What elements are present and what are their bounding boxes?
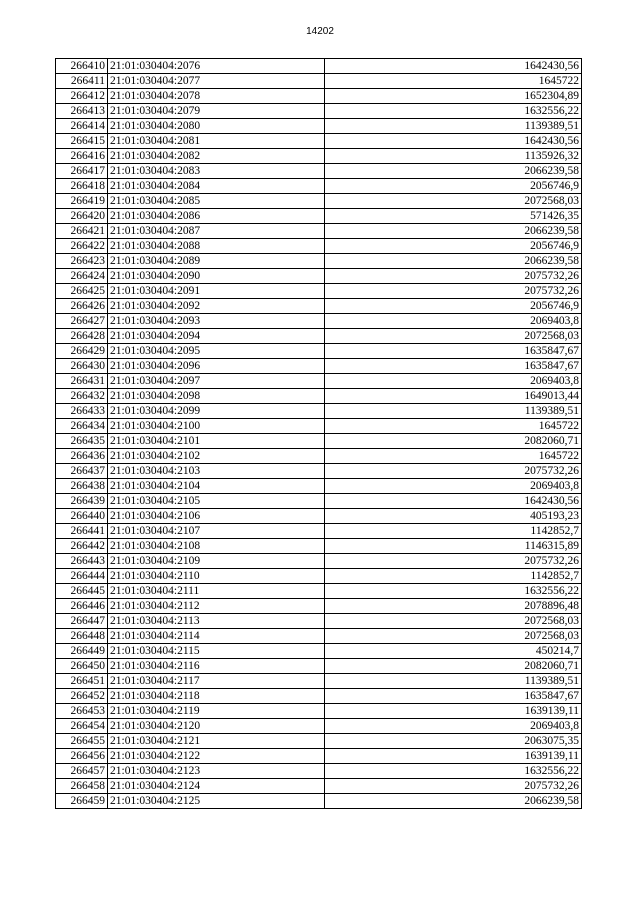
table-row (56, 74, 582, 89)
table-row (56, 434, 582, 449)
table-row (56, 494, 582, 509)
cadastral-number-cell: 21:01:030404:2081 (108, 134, 325, 149)
row-index-cell: 266415 (56, 134, 108, 149)
cadastral-value-cell: 1142852,7 (325, 524, 582, 539)
cadastral-number-cell: 21:01:030404:2100 (108, 419, 325, 434)
table-row (56, 254, 582, 269)
row-index-cell: 266445 (56, 584, 108, 599)
table-row (56, 134, 582, 149)
cadastral-number-cell: 21:01:030404:2078 (108, 89, 325, 104)
cadastral-value-cell: 2069403,8 (325, 374, 582, 389)
table-row (56, 299, 582, 314)
cadastral-value-cell: 2069403,8 (325, 719, 582, 734)
row-index-cell: 266456 (56, 749, 108, 764)
cadastral-number-cell: 21:01:030404:2106 (108, 509, 325, 524)
table-row (56, 509, 582, 524)
row-index-cell: 266420 (56, 209, 108, 224)
cadastral-number-cell: 21:01:030404:2114 (108, 629, 325, 644)
row-index-cell: 266422 (56, 239, 108, 254)
table-row (56, 89, 582, 104)
table-row (56, 239, 582, 254)
row-index-cell: 266412 (56, 89, 108, 104)
table-row (56, 689, 582, 704)
cadastral-value-cell: 1635847,67 (325, 344, 582, 359)
row-index-cell: 266438 (56, 479, 108, 494)
row-index-cell: 266421 (56, 224, 108, 239)
cadastral-number-cell: 21:01:030404:2091 (108, 284, 325, 299)
table-row (56, 674, 582, 689)
cadastral-number-cell: 21:01:030404:2077 (108, 74, 325, 89)
cadastral-value-cell: 2066239,58 (325, 224, 582, 239)
row-index-cell: 266430 (56, 359, 108, 374)
cadastral-number-cell: 21:01:030404:2101 (108, 434, 325, 449)
cadastral-number-cell: 21:01:030404:2123 (108, 764, 325, 779)
cadastral-value-cell: 2069403,8 (325, 314, 582, 329)
cadastral-number-cell: 21:01:030404:2117 (108, 674, 325, 689)
table-row (56, 554, 582, 569)
cadastral-number-cell: 21:01:030404:2104 (108, 479, 325, 494)
table-row (56, 59, 582, 74)
cadastral-number-cell: 21:01:030404:2083 (108, 164, 325, 179)
cadastral-value-cell: 1139389,51 (325, 404, 582, 419)
table-row (56, 659, 582, 674)
table-row (56, 284, 582, 299)
cadastral-value-cell: 2075732,26 (325, 284, 582, 299)
page-number: 14202 (306, 26, 334, 37)
cadastral-value-cell: 1639139,11 (325, 749, 582, 764)
row-index-cell: 266442 (56, 539, 108, 554)
row-index-cell: 266429 (56, 344, 108, 359)
row-index-cell: 266424 (56, 269, 108, 284)
table-row (56, 749, 582, 764)
cadastral-value-cell: 2063075,35 (325, 734, 582, 749)
row-index-cell: 266458 (56, 779, 108, 794)
table-row (56, 734, 582, 749)
cadastral-value-cell: 1645722 (325, 419, 582, 434)
row-index-cell: 266446 (56, 599, 108, 614)
row-index-cell: 266428 (56, 329, 108, 344)
cadastral-value-cell: 2075732,26 (325, 269, 582, 284)
row-index-cell: 266416 (56, 149, 108, 164)
table-row (56, 764, 582, 779)
row-index-cell: 266419 (56, 194, 108, 209)
cadastral-value-cell: 2075732,26 (325, 779, 582, 794)
cadastral-number-cell: 21:01:030404:2092 (108, 299, 325, 314)
cadastral-value-cell: 1642430,56 (325, 134, 582, 149)
row-index-cell: 266439 (56, 494, 108, 509)
cadastral-number-cell: 21:01:030404:2120 (108, 719, 325, 734)
table-row (56, 794, 582, 809)
cadastral-value-cell: 1632556,22 (325, 104, 582, 119)
cadastral-number-cell: 21:01:030404:2118 (108, 689, 325, 704)
cadastral-value-cell: 1139389,51 (325, 119, 582, 134)
table-row (56, 479, 582, 494)
cadastral-value-cell: 2056746,9 (325, 179, 582, 194)
row-index-cell: 266455 (56, 734, 108, 749)
cadastral-value-cell: 2082060,71 (325, 434, 582, 449)
row-index-cell: 266417 (56, 164, 108, 179)
cadastral-value-cell: 2072568,03 (325, 614, 582, 629)
row-index-cell: 266434 (56, 419, 108, 434)
cadastral-number-cell: 21:01:030404:2084 (108, 179, 325, 194)
cadastral-value-cell: 405193,23 (325, 509, 582, 524)
row-index-cell: 266437 (56, 464, 108, 479)
cadastral-value-cell: 2075732,26 (325, 554, 582, 569)
cadastral-number-cell: 21:01:030404:2096 (108, 359, 325, 374)
cadastral-number-cell: 21:01:030404:2097 (108, 374, 325, 389)
cadastral-number-cell: 21:01:030404:2085 (108, 194, 325, 209)
cadastral-number-cell: 21:01:030404:2121 (108, 734, 325, 749)
row-index-cell: 266418 (56, 179, 108, 194)
cadastral-value-cell: 2072568,03 (325, 629, 582, 644)
row-index-cell: 266432 (56, 389, 108, 404)
table-row (56, 644, 582, 659)
table-row (56, 344, 582, 359)
cadastral-value-cell: 1645722 (325, 74, 582, 89)
table-row (56, 569, 582, 584)
table-row (56, 269, 582, 284)
cadastral-number-cell: 21:01:030404:2125 (108, 794, 325, 809)
cadastral-number-cell: 21:01:030404:2124 (108, 779, 325, 794)
cadastral-number-cell: 21:01:030404:2108 (108, 539, 325, 554)
row-index-cell: 266449 (56, 644, 108, 659)
cadastral-number-cell: 21:01:030404:2089 (108, 254, 325, 269)
row-index-cell: 266413 (56, 104, 108, 119)
cadastral-number-cell: 21:01:030404:2105 (108, 494, 325, 509)
table-body (56, 59, 582, 809)
cadastral-number-cell: 21:01:030404:2094 (108, 329, 325, 344)
row-index-cell: 266431 (56, 374, 108, 389)
cadastral-value-cell: 1632556,22 (325, 764, 582, 779)
cadastral-number-cell: 21:01:030404:2090 (108, 269, 325, 284)
cadastral-number-cell: 21:01:030404:2099 (108, 404, 325, 419)
row-index-cell: 266448 (56, 629, 108, 644)
row-index-cell: 266411 (56, 74, 108, 89)
cadastral-value-cell: 1642430,56 (325, 494, 582, 509)
table-row (56, 464, 582, 479)
cadastral-number-cell: 21:01:030404:2082 (108, 149, 325, 164)
cadastral-number-cell: 21:01:030404:2093 (108, 314, 325, 329)
table-row (56, 359, 582, 374)
table-row (56, 539, 582, 554)
cadastral-value-cell: 1645722 (325, 449, 582, 464)
cadastral-number-cell: 21:01:030404:2110 (108, 569, 325, 584)
cadastral-value-cell: 2056746,9 (325, 299, 582, 314)
cadastral-number-cell: 21:01:030404:2116 (108, 659, 325, 674)
row-index-cell: 266423 (56, 254, 108, 269)
cadastral-number-cell: 21:01:030404:2080 (108, 119, 325, 134)
row-index-cell: 266410 (56, 59, 108, 74)
row-index-cell: 266447 (56, 614, 108, 629)
cadastral-value-cell: 1649013,44 (325, 389, 582, 404)
table-row (56, 329, 582, 344)
row-index-cell: 266453 (56, 704, 108, 719)
table-row (56, 449, 582, 464)
table-row (56, 194, 582, 209)
table-row (56, 149, 582, 164)
table-row (56, 179, 582, 194)
cadastral-value-cell: 1632556,22 (325, 584, 582, 599)
cadastral-value-cell: 2072568,03 (325, 329, 582, 344)
cadastral-value-cell: 2066239,58 (325, 164, 582, 179)
table-row (56, 629, 582, 644)
row-index-cell: 266457 (56, 764, 108, 779)
cadastral-number-cell: 21:01:030404:2113 (108, 614, 325, 629)
cadastral-value-cell: 1142852,7 (325, 569, 582, 584)
row-index-cell: 266451 (56, 674, 108, 689)
cadastral-number-cell: 21:01:030404:2111 (108, 584, 325, 599)
cadastral-value-cell: 1139389,51 (325, 674, 582, 689)
cadastral-value-table (55, 58, 582, 809)
cadastral-number-cell: 21:01:030404:2107 (108, 524, 325, 539)
row-index-cell: 266435 (56, 434, 108, 449)
cadastral-value-cell: 2056746,9 (325, 239, 582, 254)
table-row (56, 164, 582, 179)
table-row (56, 404, 582, 419)
table-row (56, 599, 582, 614)
cadastral-value-cell: 1652304,89 (325, 89, 582, 104)
cadastral-value-cell: 1642430,56 (325, 59, 582, 74)
cadastral-number-cell: 21:01:030404:2076 (108, 59, 325, 74)
table-row (56, 779, 582, 794)
row-index-cell: 266443 (56, 554, 108, 569)
row-index-cell: 266450 (56, 659, 108, 674)
table-row (56, 419, 582, 434)
row-index-cell: 266459 (56, 794, 108, 809)
cadastral-value-cell: 1635847,67 (325, 359, 582, 374)
table-row (56, 524, 582, 539)
table-row (56, 374, 582, 389)
row-index-cell: 266426 (56, 299, 108, 314)
cadastral-value-cell: 571426,35 (325, 209, 582, 224)
cadastral-number-cell: 21:01:030404:2119 (108, 704, 325, 719)
cadastral-number-cell: 21:01:030404:2122 (108, 749, 325, 764)
cadastral-number-cell: 21:01:030404:2115 (108, 644, 325, 659)
cadastral-number-cell: 21:01:030404:2086 (108, 209, 325, 224)
row-index-cell: 266414 (56, 119, 108, 134)
cadastral-number-cell: 21:01:030404:2095 (108, 344, 325, 359)
cadastral-number-cell: 21:01:030404:2088 (108, 239, 325, 254)
table-row (56, 119, 582, 134)
table-row (56, 314, 582, 329)
cadastral-value-cell: 1639139,11 (325, 704, 582, 719)
row-index-cell: 266433 (56, 404, 108, 419)
cadastral-number-cell: 21:01:030404:2109 (108, 554, 325, 569)
table-row (56, 614, 582, 629)
cadastral-number-cell: 21:01:030404:2112 (108, 599, 325, 614)
cadastral-value-cell: 2075732,26 (325, 464, 582, 479)
cadastral-number-cell: 21:01:030404:2079 (108, 104, 325, 119)
row-index-cell: 266425 (56, 284, 108, 299)
table-row (56, 209, 582, 224)
table-row (56, 389, 582, 404)
row-index-cell: 266436 (56, 449, 108, 464)
cadastral-value-cell: 1635847,67 (325, 689, 582, 704)
cadastral-number-cell: 21:01:030404:2087 (108, 224, 325, 239)
cadastral-value-cell: 450214,7 (325, 644, 582, 659)
row-index-cell: 266444 (56, 569, 108, 584)
row-index-cell: 266427 (56, 314, 108, 329)
cadastral-value-cell: 2072568,03 (325, 194, 582, 209)
row-index-cell: 266440 (56, 509, 108, 524)
cadastral-value-cell: 2078896,48 (325, 599, 582, 614)
table-row (56, 704, 582, 719)
row-index-cell: 266441 (56, 524, 108, 539)
cadastral-value-cell: 1135926,32 (325, 149, 582, 164)
cadastral-number-cell: 21:01:030404:2098 (108, 389, 325, 404)
cadastral-value-cell: 2069403,8 (325, 479, 582, 494)
table-row (56, 719, 582, 734)
row-index-cell: 266452 (56, 689, 108, 704)
table-row (56, 224, 582, 239)
table-row (56, 104, 582, 119)
cadastral-number-cell: 21:01:030404:2102 (108, 449, 325, 464)
cadastral-value-cell: 2066239,58 (325, 794, 582, 809)
cadastral-value-cell: 1146315,89 (325, 539, 582, 554)
table-row (56, 584, 582, 599)
cadastral-number-cell: 21:01:030404:2103 (108, 464, 325, 479)
cadastral-value-cell: 2082060,71 (325, 659, 582, 674)
cadastral-value-cell: 2066239,58 (325, 254, 582, 269)
row-index-cell: 266454 (56, 719, 108, 734)
